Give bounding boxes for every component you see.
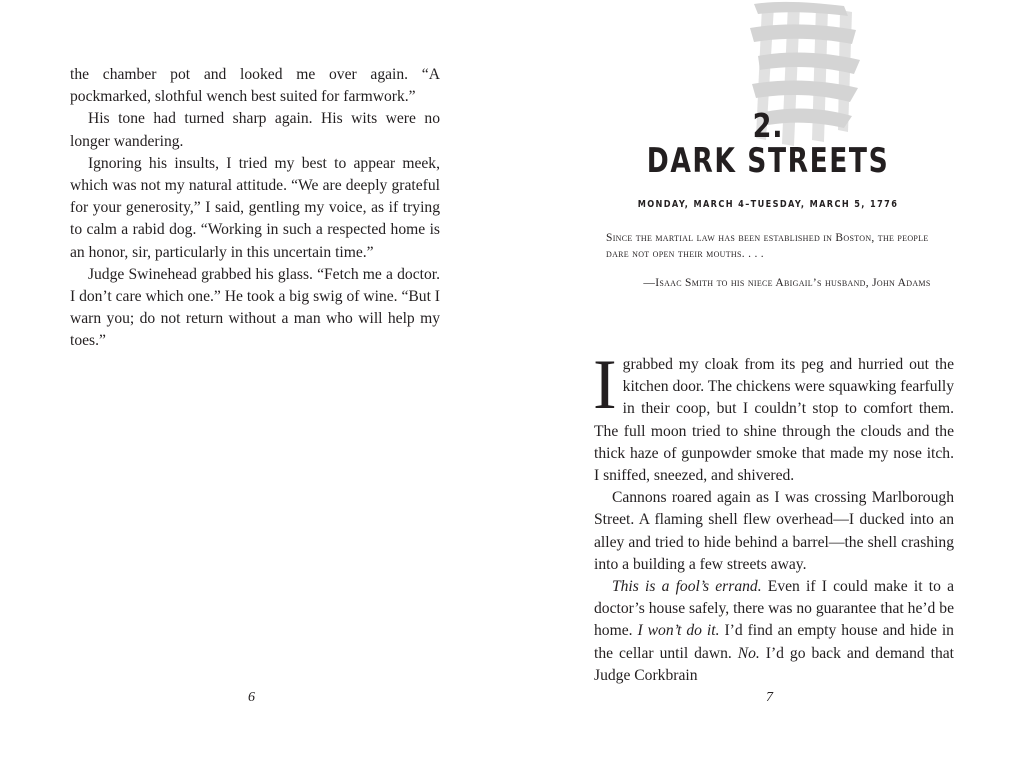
right-page bbox=[512, 0, 1024, 768]
page-number: 7 bbox=[766, 690, 773, 705]
italic-thought: This is a fool’s errand. bbox=[611, 578, 762, 596]
paragraph: Ignoring his insults, I tried my best to appear meek, which was not my natural attitude. “We are deeply grateful for your generosity,” I said, gentling my voice, as if trying to calm a rabid dog. “Working in such a respected home is an honor, sir, particularly in this uncertain time.” bbox=[70, 154, 440, 261]
paragraph-text: grabbed my cloak from its peg and hurried out the kitchen door. The chickens were squawking fearfully in their coop, but I couldn’t stop to comfort them. The full moon tried to shine through the clouds and the thick haze of gunpowder smoke that made my nose itch. I sniffed, sneezed, and shivered. bbox=[594, 356, 954, 485]
paragraph bbox=[594, 576, 954, 687]
italic-thought: No. bbox=[737, 644, 760, 662]
epigraph-quote: Since the martial law has been established in Boston, the people dare not open their mouths. . . . bbox=[606, 232, 929, 260]
paragraph-text: I’d go back and demand that Judge Corkbrain bbox=[594, 644, 954, 684]
chapter-number: 2. bbox=[752, 106, 784, 145]
paragraph bbox=[593, 346, 954, 487]
chapter-dates: MONDAY, MARCH 4–TUESDAY, MARCH 5, 1776 bbox=[637, 199, 899, 210]
paragraph: His tone had turned sharp again. His wits were no longer wandering. bbox=[70, 110, 440, 150]
drop-cap: I bbox=[593, 346, 617, 424]
paragraph: Cannons roared again as I was crossing Marlborough Street. A flaming shell flew overhead—I ducked into an alley and tried to hide behind a barrel—the shell crashing into a building a few streets away. bbox=[594, 489, 954, 573]
italic-thought: I won’t do it. bbox=[637, 622, 720, 640]
page-number: 6 bbox=[248, 690, 255, 705]
left-page-text bbox=[70, 64, 440, 353]
paragraph-text: I’d find an empty house and hide in the cellar until dawn. bbox=[594, 622, 954, 662]
epigraph-attribution: —Isaac Smith to his niece Abigail’s husband, John Adams bbox=[643, 277, 931, 289]
paragraph: the chamber pot and looked me over again. “A pockmarked, slothful wench best suited for farmwork.” bbox=[70, 66, 440, 106]
paragraph-text: Even if I could make it to a doctor’s house safely, there was no guarantee that he’d be home. bbox=[594, 578, 954, 640]
chapter-title: DARK STREETS bbox=[646, 141, 890, 181]
right-page-text bbox=[593, 346, 954, 687]
paragraph: Judge Swinehead grabbed his glass. “Fetch me a doctor. I don’t care which one.” He took a big swig of wine. “But I warn you; do not return without a man who will help my toes.” bbox=[70, 265, 440, 350]
epigraph bbox=[606, 230, 946, 291]
